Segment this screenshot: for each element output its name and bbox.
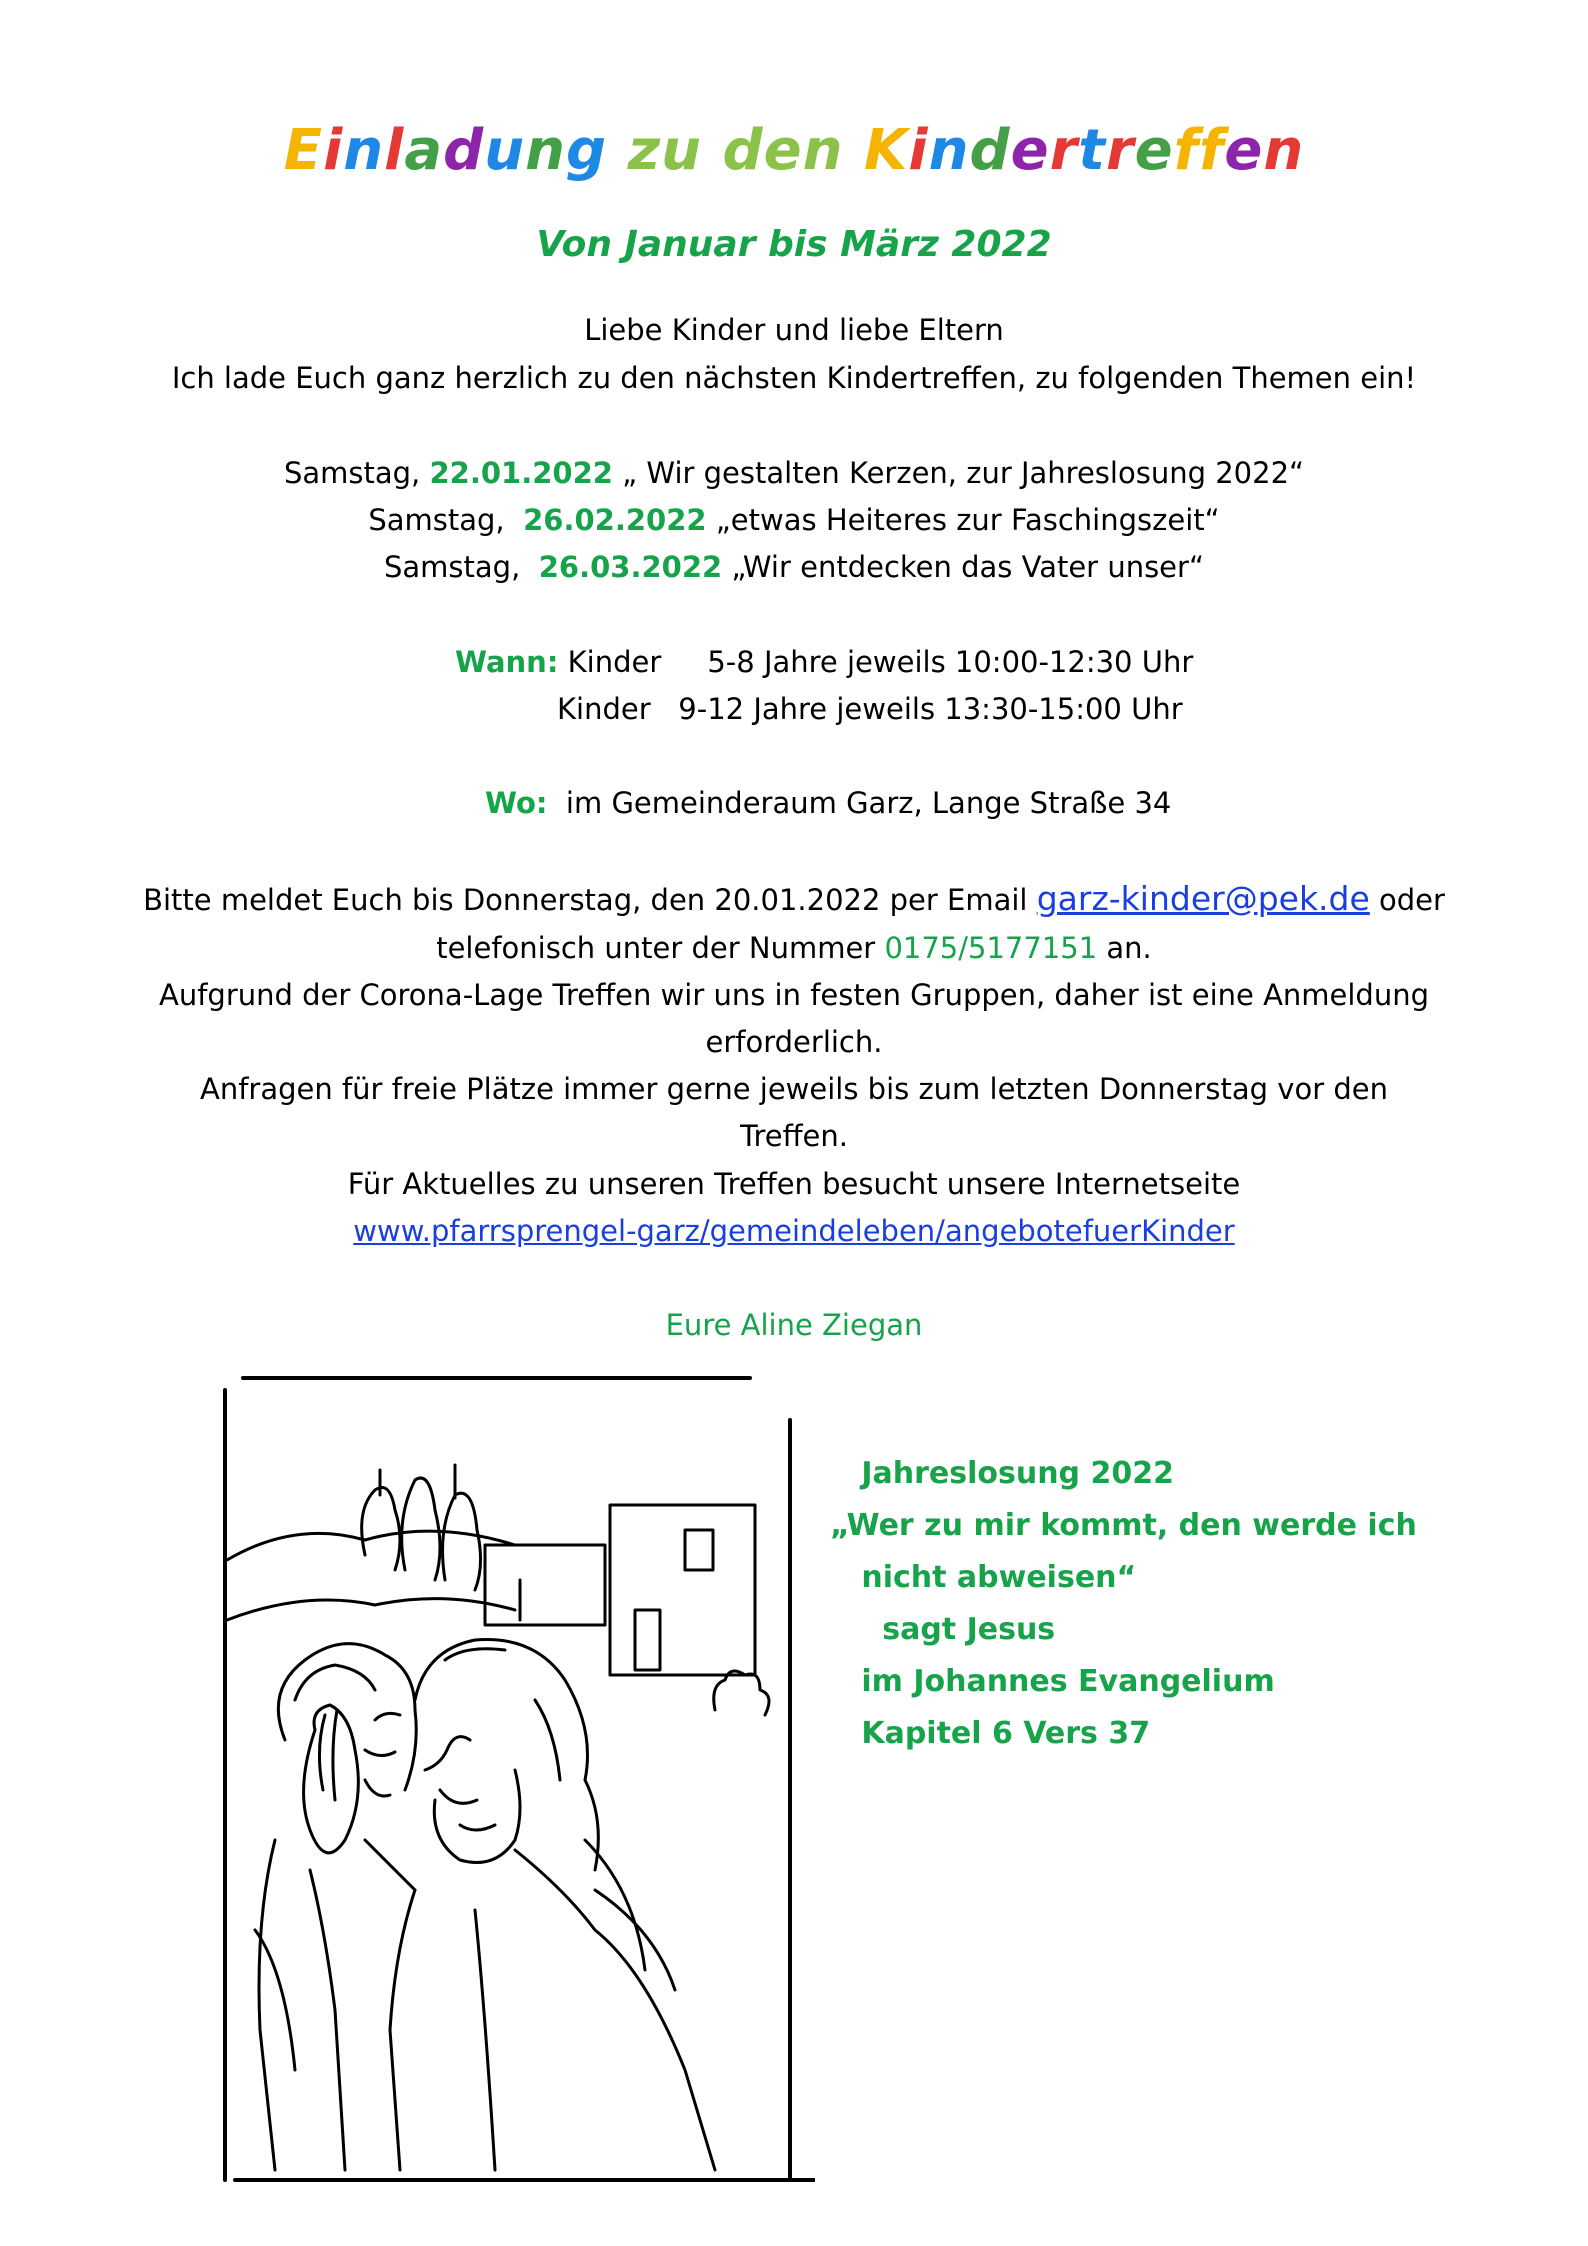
title-letter: f (1198, 118, 1225, 183)
title-letter (844, 118, 865, 183)
title-letter: a (404, 118, 444, 183)
event-line-1 (0, 450, 1588, 496)
signature: Eure Aline Ziegan (665, 1308, 923, 1342)
title-letter: r (1049, 118, 1079, 183)
title-letter: n (343, 118, 385, 183)
title-letter: K (864, 118, 909, 183)
wo-text: im Gemeinderaum Garz, Lange Straße 34 (547, 786, 1172, 820)
event-date: 26.02.2022 (523, 503, 707, 537)
phone-number: 0175/5177151 (884, 931, 1098, 965)
title-letter: e (1010, 118, 1050, 183)
event-day: Samstag, (384, 550, 539, 584)
wann-text: Kinder 5-8 Jahre jeweils 10:00-12:30 Uhr (558, 645, 1194, 679)
registration-text-end: oder (1369, 883, 1445, 917)
phone-line (0, 925, 1588, 971)
email-link[interactable]: garz-kinder@pek.de (1036, 879, 1370, 918)
wann-line-2: Kinder 9-12 Jahre jeweils 13:30-15:00 Uhr (557, 692, 1183, 726)
title-letter: z (627, 118, 662, 183)
title-letter: r (1105, 118, 1135, 183)
title-letter: e (1134, 118, 1174, 183)
intro-line: Ich lade Euch ganz herzlich zu den nächsten Kindertreffen, zu folgenden Themen ein! (171, 361, 1417, 395)
website-intro: Für Aktuelles zu unseren Treffen besucht unsere Internetseite (347, 1167, 1241, 1201)
phone-text-end: an. (1097, 931, 1152, 965)
free-places-line-2: Treffen. (740, 1119, 848, 1153)
phone-text: telefonisch unter der Nummer (436, 931, 885, 965)
event-day: Samstag, (368, 503, 524, 537)
title-letter: d (969, 118, 1011, 183)
wann-label: Wann: (455, 645, 559, 679)
event-topic: „Wir entdecken das Vater unser“ (722, 550, 1204, 584)
registration-text: Bitte meldet Euch bis Donnerstag, den 20.01.2022 per Email (143, 883, 1037, 917)
title-letter (607, 118, 628, 183)
title-letter: e (1224, 118, 1264, 183)
title-letter: i (323, 118, 344, 183)
motto-line-2: nicht abweisen“ (830, 1560, 1137, 1595)
date-range-subtitle: Von Januar bis März 2022 (536, 224, 1052, 265)
title-letter: i (908, 118, 929, 183)
corona-line-2: erforderlich. (705, 1025, 883, 1059)
website-link[interactable]: www.pfarrsprengel-garz/gemeindeleben/angebotefuerKinder (353, 1214, 1235, 1248)
motto-title: Jahreslosung 2022 (830, 1456, 1174, 1491)
title-letter: d (443, 118, 485, 183)
motto-line-3: sagt Jesus (830, 1612, 1056, 1647)
title-letter: f (1173, 118, 1199, 183)
wann-line-1 (455, 639, 1193, 685)
yearly-motto (830, 1448, 1550, 1760)
title-letter: e (763, 118, 803, 183)
event-date: 26.03.2022 (538, 550, 723, 584)
motto-line-4: im Johannes Evangelium (830, 1664, 1275, 1699)
event-day: Samstag, (283, 456, 430, 490)
title-letter: n (1263, 118, 1305, 183)
title-letter: n (928, 118, 970, 183)
coloring-illustration (215, 1370, 815, 2190)
title-letter: l (384, 118, 405, 183)
event-topic: „etwas Heiteres zur Faschingszeit“ (706, 503, 1220, 537)
event-line-3 (0, 544, 1588, 590)
page-title (0, 118, 1588, 183)
title-letter: E (283, 118, 324, 183)
title-letter: u (484, 118, 526, 183)
title-letter: t (1078, 118, 1106, 183)
wo-line (485, 780, 1171, 826)
registration-line (0, 876, 1588, 923)
event-topic: „ Wir gestalten Kerzen, zur Jahreslosung 2022“ (612, 456, 1305, 490)
free-places-line-1: Anfragen für freie Plätze immer gerne jeweils bis zum letzten Donnerstag vor den (200, 1072, 1388, 1106)
title-letter: n (802, 118, 844, 183)
event-line-2 (0, 497, 1588, 543)
title-letter: n (525, 118, 566, 183)
wo-label: Wo: (485, 786, 548, 820)
corona-line-1: Aufgrund der Corona-Lage Treffen wir uns in festen Gruppen, daher ist eine Anmeldung (158, 978, 1430, 1012)
title-letter: d (722, 118, 764, 183)
title-letter (702, 118, 723, 183)
title-letter: g (565, 118, 608, 183)
motto-line-5: Kapitel 6 Vers 37 (830, 1716, 1151, 1751)
event-date: 22.01.2022 (429, 456, 613, 490)
title-letter: u (661, 118, 703, 183)
website-line (0, 1208, 1588, 1254)
greeting-line: Liebe Kinder und liebe Eltern (584, 313, 1004, 347)
motto-line-1: „Wer zu mir kommt, den werde ich (830, 1508, 1417, 1543)
